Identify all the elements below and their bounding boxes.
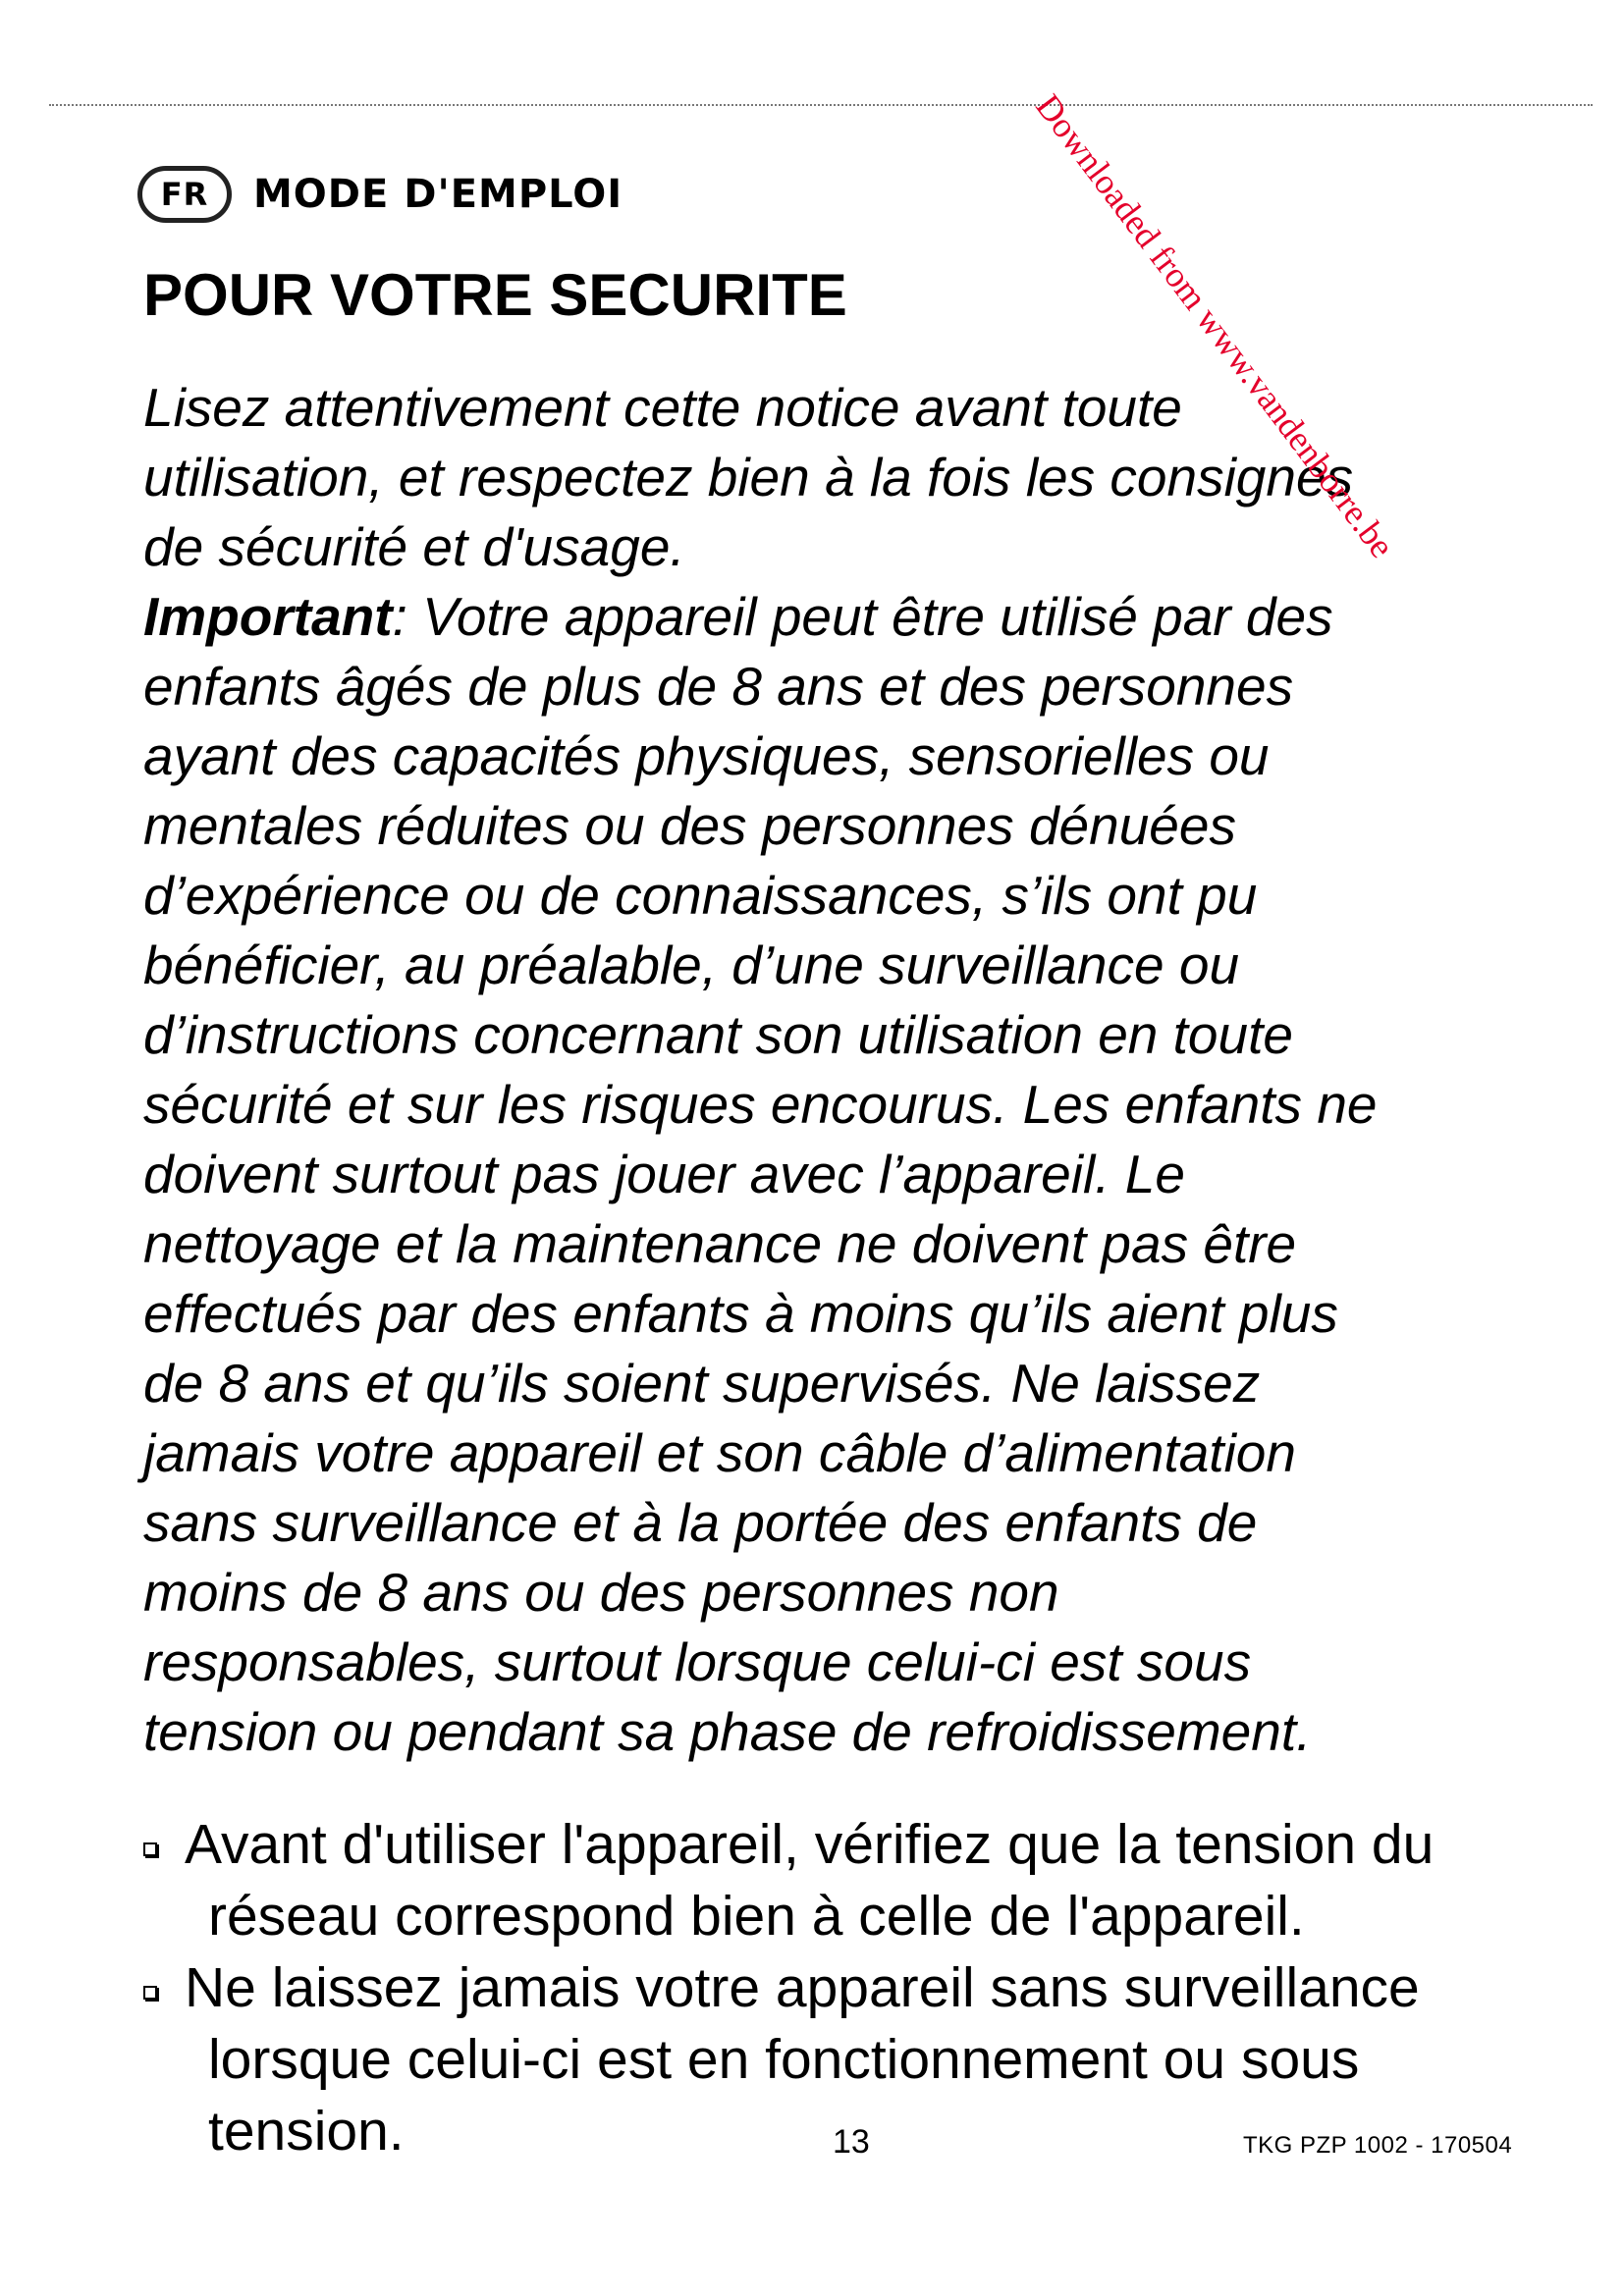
important-line: de 8 ans et qu’ils soient supervisés. Ne laissez xyxy=(143,1353,1261,1414)
important-line: bénéficier, au préalable, d’une surveillance ou xyxy=(143,934,1240,995)
important-line: effectués par des enfants à moins qu’ils aient plus xyxy=(143,1283,1338,1344)
square-bullet-icon xyxy=(143,1842,157,1856)
section-title: POUR VOTRE SECURITE xyxy=(143,262,847,328)
safety-bullet-list xyxy=(143,1809,1587,2167)
important-line: jamais votre appareil et son câble d’alimentation xyxy=(143,1422,1296,1483)
page-number: 13 xyxy=(833,2123,870,2161)
important-line: moins de 8 ans ou des personnes non xyxy=(143,1562,1059,1623)
important-line: doivent surtout pas jouer avec l’appareil. Le xyxy=(143,1144,1185,1204)
language-badge: FR xyxy=(137,166,232,223)
important-line: d’expérience ou de connaissances, s’ils ont pu xyxy=(143,865,1258,926)
important-line: tension ou pendant sa phase de refroidissement. xyxy=(143,1701,1312,1762)
bullet-line: tension. xyxy=(208,2100,405,2163)
intro-line: utilisation, et respectez bien à la fois les consignes xyxy=(143,447,1354,507)
bullet-line: Ne laissez jamais votre appareil sans surveillance xyxy=(185,1956,1420,2019)
header-title: MODE D'EMPLOI xyxy=(253,172,623,217)
important-line: nettoyage et la maintenance ne doivent pas être xyxy=(143,1213,1297,1274)
important-line: mentales réduites ou des personnes dénuées xyxy=(143,795,1236,856)
important-line: enfants âgés de plus de 8 ans et des personnes xyxy=(143,656,1294,717)
important-label: Important xyxy=(143,586,393,647)
important-first-rest: : Votre appareil peut être utilisé par des xyxy=(392,586,1333,647)
bullet-line: réseau correspond bien à celle de l'appareil. xyxy=(208,1885,1305,1948)
top-dotted-rule xyxy=(49,104,1593,106)
square-bullet-icon xyxy=(143,1986,157,2000)
bullet-line: Avant d'utiliser l'appareil, vérifiez que la tension du xyxy=(185,1813,1435,1876)
bullet-line: lorsque celui-ci est en fonctionnement ou sous xyxy=(208,2028,1360,2091)
important-line: d’instructions concernant son utilisation en toute xyxy=(143,1004,1293,1065)
important-line: sécurité et sur les risques encourus. Les enfants ne xyxy=(143,1074,1378,1135)
intro-line: de sécurité et d'usage. xyxy=(143,516,685,577)
bullet-item xyxy=(143,1809,1587,1952)
download-watermark: Downloaded from www.vandenborre.be xyxy=(1028,86,1402,565)
intro-line: Lisez attentivement cette notice avant toute xyxy=(143,377,1182,438)
important-first-line xyxy=(143,582,1557,652)
important-line: ayant des capacités physiques, sensorielles ou xyxy=(143,725,1270,786)
document-code: TKG PZP 1002 - 170504 xyxy=(1243,2132,1513,2159)
important-line: sans surveillance et à la portée des enfants de xyxy=(143,1492,1258,1553)
important-line: responsables, surtout lorsque celui-ci est sous xyxy=(143,1631,1252,1692)
safety-body-text xyxy=(143,373,1557,1767)
manual-header xyxy=(137,160,623,229)
